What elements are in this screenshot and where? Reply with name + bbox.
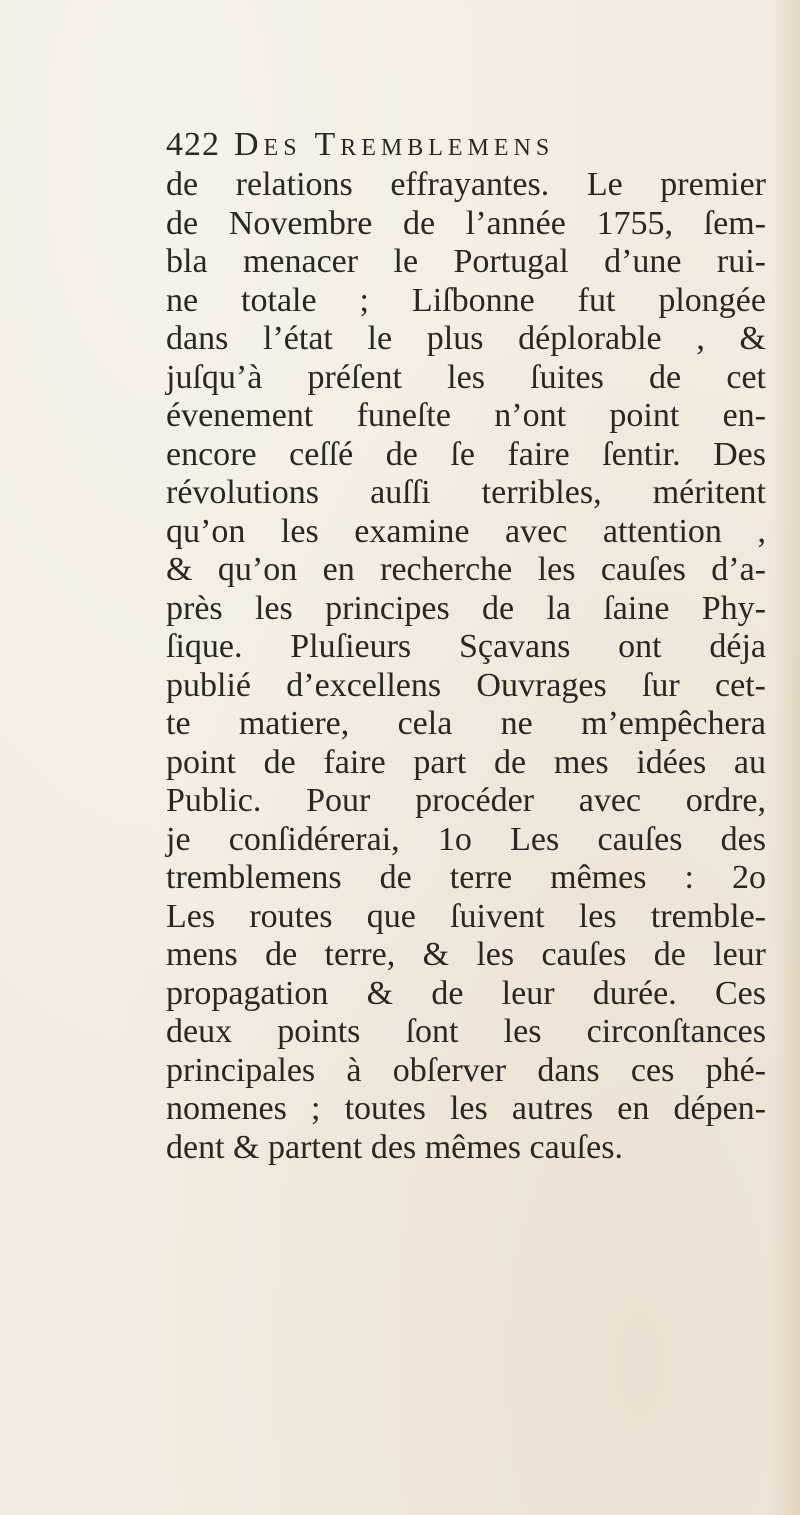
- text-line: & qu’on en recherche les cauſes d’a-: [166, 551, 766, 588]
- text-line: point de faire part de mes idées au: [166, 743, 766, 781]
- running-header: [166, 126, 554, 164]
- text-line: publié d’excellens Ouvrages ſur cet-: [166, 666, 766, 704]
- page-edge-shadow: [772, 0, 800, 1515]
- text-line: nomenes ; toutes les autres en dépen-: [166, 1090, 766, 1127]
- text-line: principales à obſerver dans ces phé-: [166, 1051, 766, 1089]
- body-text: [166, 166, 766, 1167]
- text-line: évenement funeſte n’ont point en-: [166, 397, 766, 434]
- text-line: bla menacer le Portugal d’une rui-: [166, 243, 766, 280]
- text-line: révolutions auſſi terribles, méritent: [166, 474, 766, 511]
- text-line: encore ceſſé de ſe faire ſentir. Des: [166, 435, 766, 473]
- text-line: dans l’état le plus déplorable , &: [166, 320, 766, 357]
- text-line: Public. Pour procéder avec ordre,: [166, 782, 766, 819]
- text-line: près les principes de la ſaine Phy-: [166, 589, 766, 627]
- text-line: je conſidérerai, 1o Les cauſes des: [166, 820, 766, 858]
- text-line: de relations effrayantes. Le premier: [166, 166, 766, 203]
- text-line: qu’on les examine avec attention ,: [166, 512, 766, 550]
- text-line: propagation & de leur durée. Ces: [166, 974, 766, 1012]
- text-line: dent & partent des mêmes cauſes.: [166, 1128, 623, 1166]
- page-number: 422: [166, 126, 220, 163]
- text-line: Les routes que ſuivent les tremble-: [166, 897, 766, 935]
- text-line: tremblemens de terre mêmes : 2o: [166, 859, 766, 896]
- text-line: juſqu’à préſent les ſuites de cet: [166, 358, 766, 396]
- text-line: te matiere, cela ne m’empêchera: [166, 705, 766, 742]
- text-line: de Novembre de l’année 1755, ſem-: [166, 204, 766, 242]
- text-line: ſique. Pluſieurs Sçavans ont déja: [166, 628, 766, 665]
- text-line: mens de terre, & les cauſes de leur: [166, 936, 766, 973]
- text-line: deux points ſont les circonſtances: [166, 1013, 766, 1050]
- text-line: ne totale ; Liſbonne fut plongée: [166, 281, 766, 319]
- running-title: Des Tremblemens: [234, 126, 555, 163]
